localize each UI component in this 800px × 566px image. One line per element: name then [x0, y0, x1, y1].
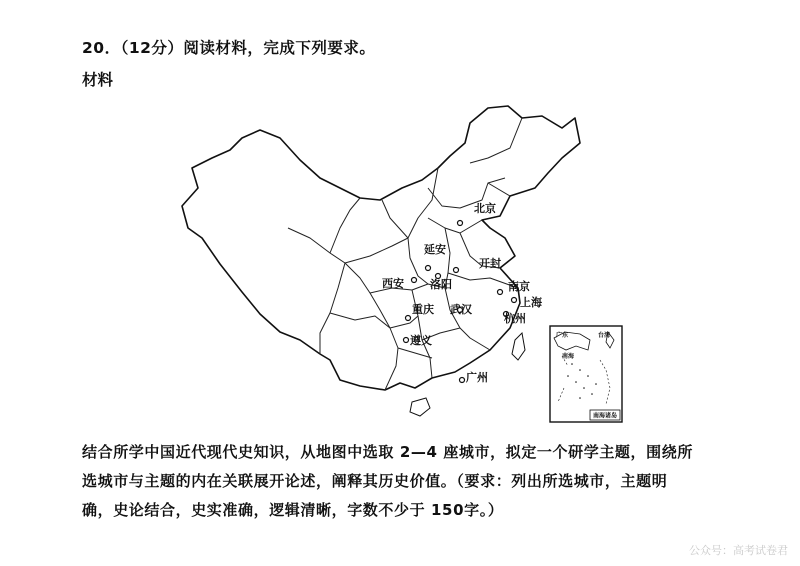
city-markers [404, 221, 517, 383]
beijing-marker [458, 221, 463, 226]
city-label-beijing: 北京 [474, 202, 496, 215]
inset-label-guangdong: 广东 [556, 332, 569, 339]
city-label-shanghai: 上海 [520, 296, 542, 309]
city-label-luoyang: 洛阳 [430, 278, 452, 291]
city-label-yanan: 延安 [424, 243, 446, 256]
yanan-marker [426, 266, 431, 271]
china-outline [182, 106, 580, 390]
chongqing-marker [406, 316, 411, 321]
city-label-xian: 西安 [382, 277, 404, 290]
taiwan-outline [512, 333, 525, 360]
prompt-line-2: 选城市与主题的内在关联展开论述，阐释其历史价值。（要求：列出所选城市，主题明 [82, 472, 668, 490]
province-borders [288, 118, 522, 390]
hainan-outline [410, 398, 430, 416]
prompt-line-3: 确，史论结合，史实准确，逻辑清晰，字数不少于 150字。） [82, 501, 504, 519]
city-label-kaifeng: 开封 [479, 257, 501, 270]
city-label-wuhan: 武汉 [450, 303, 472, 316]
shanghai-marker [512, 298, 517, 303]
nanjing-marker [498, 290, 503, 295]
zunyi-marker [404, 338, 409, 343]
xian-marker [412, 278, 417, 283]
inset-caption: 南海诸岛 [593, 412, 618, 420]
question-prompt [82, 438, 742, 525]
inset-label-taiwan: 台湾 [598, 332, 611, 339]
kaifeng-marker [454, 268, 459, 273]
prompt-line-1: 结合所学中国近代现代史知识，从地图中选取 2—4 座城市，拟定一个研学主题，围绕所 [82, 443, 693, 461]
south-china-sea-inset [550, 326, 622, 422]
city-label-guangzhou: 广州 [466, 371, 488, 384]
city-label-chongqing: 重庆 [412, 303, 434, 316]
question-header: 20．（12分）阅读材料，完成下列要求。 [82, 39, 376, 57]
city-label-nanjing: 南京 [508, 280, 530, 293]
city-label-hangzhou: 杭州 [504, 312, 526, 325]
china-map [170, 88, 630, 428]
city-label-zunyi: 遵义 [410, 334, 432, 347]
watermark: 公众号：高考试卷君 [689, 544, 788, 557]
guangzhou-marker [460, 378, 465, 383]
inset-label-sea: 南海 [562, 353, 575, 360]
material-label: 材料 [82, 71, 114, 89]
